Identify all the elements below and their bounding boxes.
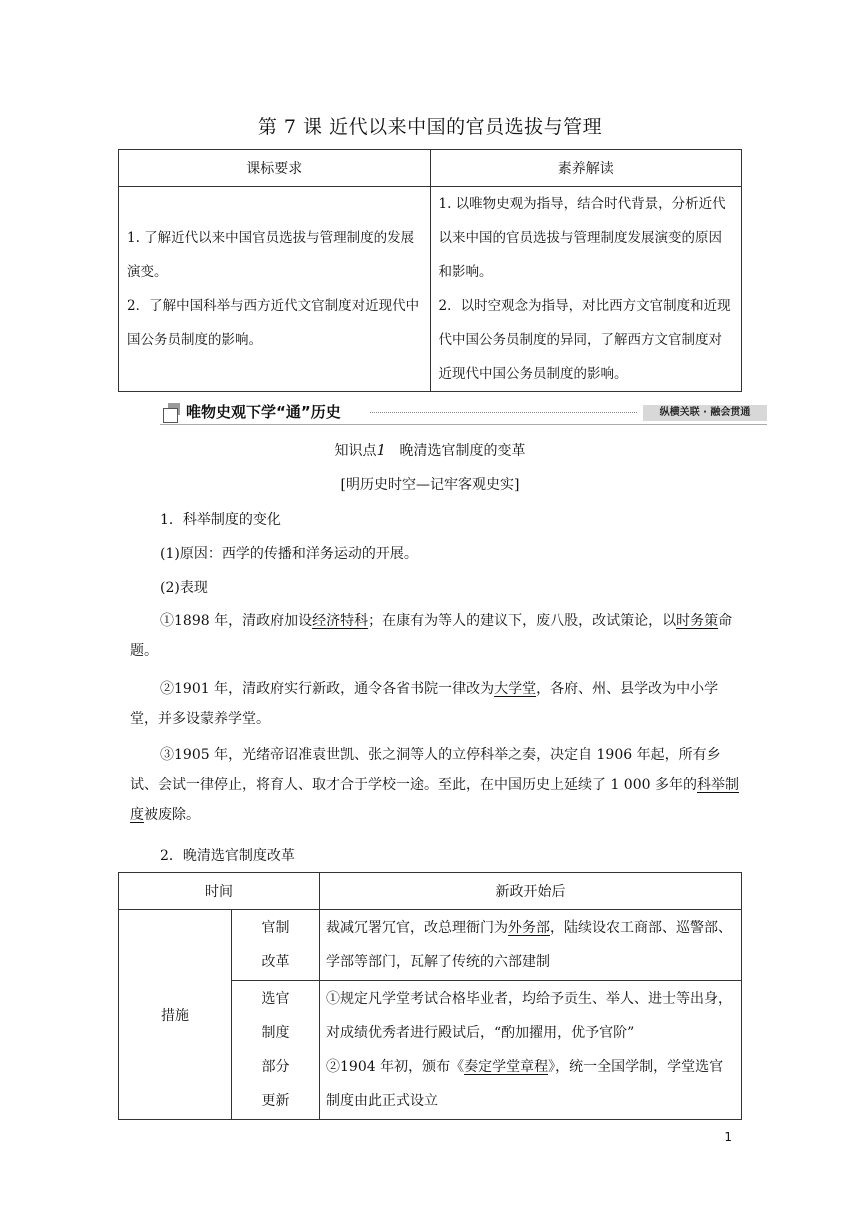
label-line: 制度 xyxy=(261,1025,290,1041)
label-line: 更新 xyxy=(261,1093,290,1109)
text-span: ①1898 年，清政府加设 xyxy=(160,613,313,629)
dotted-divider xyxy=(370,412,637,413)
official-reform-cell xyxy=(320,910,742,981)
section-outline-square-icon xyxy=(163,408,178,423)
table-header-new-policy: 新政开始后 xyxy=(320,873,742,910)
text-span: ②1901 年，清政府实行新政，通令各省书院一律改为 xyxy=(160,681,495,697)
page-number: 1 xyxy=(724,1130,732,1144)
text-span: 命题。 xyxy=(130,613,733,659)
text-span: 》，统一全国学制，学堂选官制度由此正式设立 xyxy=(326,1059,724,1109)
table-header-requirements: 课标要求 xyxy=(119,150,431,187)
requirement-item: 2．了解中国科举与西方近代文官制度对近现代中国公务员制度的影响。 xyxy=(127,298,420,348)
selection-update-cell xyxy=(320,981,742,1120)
literacy-item: 2．以时空观念为指导，对比西方文官制度和近现代中国公务员制度的异同，了解西方文官制度对近现代中国公务员制度的影响。 xyxy=(438,298,731,382)
row-label-selection-update xyxy=(232,981,320,1120)
text-span: 裁减冗署冗官，改总理衙门为 xyxy=(326,920,508,936)
table-header-literacy: 素养解读 xyxy=(430,150,742,187)
item-1905 xyxy=(130,740,740,830)
knowledge-name: 晚清选官制度的变革 xyxy=(399,443,526,459)
cause-paragraph: (1)原因：西学的传播和洋务运动的开展。 xyxy=(160,546,418,562)
underlined-term: 科举制度 xyxy=(130,777,739,823)
knowledge-number: 1 xyxy=(376,441,387,459)
underlined-term: 经济特科 xyxy=(312,613,369,629)
measures-label: 措施 xyxy=(119,910,232,1120)
label-line: 改革 xyxy=(261,954,290,970)
underlined-term: 奏定学堂章程 xyxy=(464,1059,549,1075)
knowledge-subtitle: [明历史时空—记牢客观史实] xyxy=(340,477,520,493)
knowledge-point-heading xyxy=(0,440,860,460)
text-line xyxy=(326,1050,735,1118)
knowledge-prefix: 知识点 xyxy=(334,443,377,459)
item-1898 xyxy=(130,606,740,666)
underlined-term: 大学堂 xyxy=(494,681,537,697)
literacy-item: 1. 以唯物史观为指导，结合时代背景，分析近代以来中国的官员选拔与管理制度发展演变的原因和影响。 xyxy=(438,196,726,280)
heading-keju-changes: 1．科举制度的变化 xyxy=(160,512,281,528)
manifestation-heading: (2)表现 xyxy=(160,580,208,596)
requirements-table xyxy=(118,149,742,392)
row-label-official-reform xyxy=(232,910,320,981)
label-line: 部分 xyxy=(261,1059,290,1075)
requirement-item: 1. 了解近代以来中国官员选拔与管理制度的发展演变。 xyxy=(127,230,415,280)
text-span: ，各府、州、县学改为中小学堂，并多设蒙养学堂。 xyxy=(130,681,719,727)
heading-reform: 2．晚清选官制度改革 xyxy=(160,848,295,864)
item-1901 xyxy=(130,674,740,734)
text-span: 被废除。 xyxy=(144,807,200,823)
reform-table xyxy=(118,872,742,1120)
page-title: 第 7 课 近代以来中国的官员选拔与管理 xyxy=(257,116,603,138)
table-header-time: 时间 xyxy=(119,873,320,910)
label-line: 选官 xyxy=(261,991,290,1007)
literacy-cell xyxy=(430,187,742,392)
section-header xyxy=(160,400,767,426)
text-line: ①规定凡学堂考试合格毕业者，均给予贡生、举人、进士等出身，对成绩优秀者进行殿试后，“酌加擢用，优予官阶” xyxy=(326,991,732,1041)
label-line: 官制 xyxy=(261,920,290,936)
text-span: ，陆续设农工商部、巡警部、学部等部门，瓦解了传统的六部建制 xyxy=(326,920,732,970)
section-rule xyxy=(160,424,767,425)
requirements-cell xyxy=(119,187,431,392)
text-span: ②1904 年初，颁布《 xyxy=(326,1059,465,1075)
section-title: 唯物史观下学“通”历史 xyxy=(186,403,341,421)
text-span: ；在康有为等人的建议下，废八股，改试策论，以 xyxy=(368,613,677,629)
underlined-term: 外务部 xyxy=(508,920,550,936)
text-span: ③1905 年，光绪帝诏准袁世凯、张之洞等人的立停科举之奏，决定自 1906 年起，所有乡试、会试一律停止，将育人、取才合于学校一途。至此，在中国历史上延续了 1 000 多年的 xyxy=(130,747,721,793)
underlined-term: 时务策 xyxy=(676,613,719,629)
section-badge: 纵横关联 · 融会贯通 xyxy=(643,405,767,421)
